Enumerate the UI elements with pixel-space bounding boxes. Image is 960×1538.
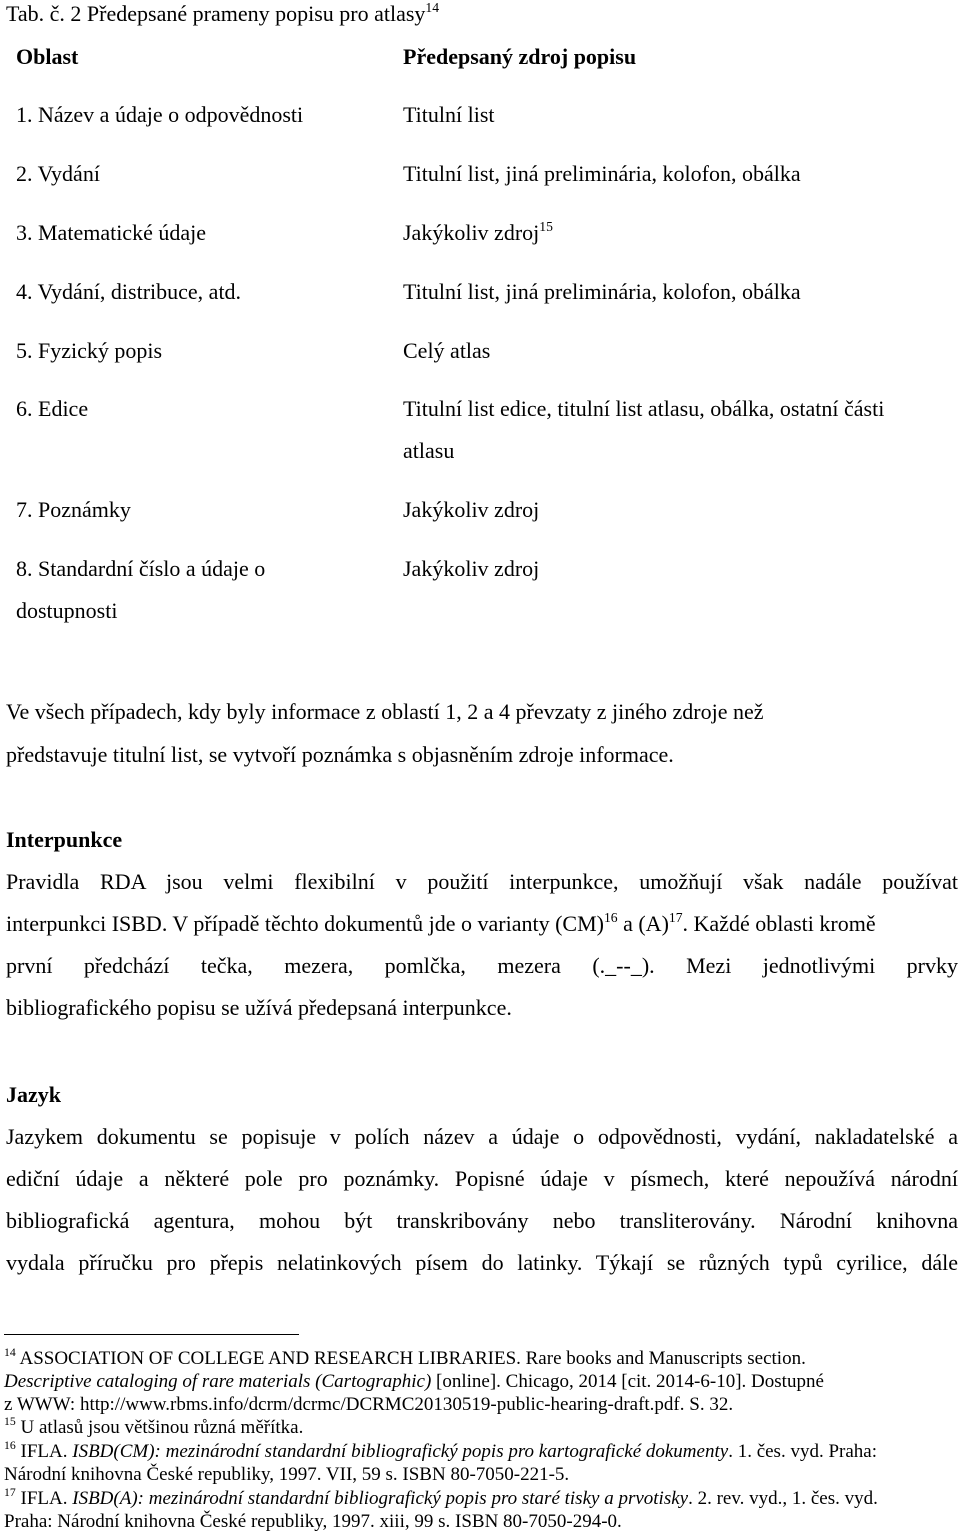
table-row-source: Celý atlas <box>403 338 491 363</box>
footnote-16-line2: Národní knihovna České republiky, 1997. VII, 59 s. ISBN 80-7050-221-5. <box>4 1464 570 1485</box>
table-row-area: 4. Vydání, distribuce, atd. <box>16 279 242 304</box>
paragraph-line: Ve všech případech, kdy byly informace z oblastí 1, 2 a 4 převzaty z jiného zdroje než <box>6 699 764 724</box>
table-header-area: Oblast <box>16 44 79 69</box>
footnote-title: ISBD(CM): mezinárodní standardní bibliografický popis pro kartografické dokumenty <box>72 1441 729 1462</box>
footnote-text: ASSOCIATION OF COLLEGE AND RESEARCH LIBRARIES. Rare books and Manuscripts section. <box>15 1348 806 1369</box>
paragraph-line: Jazykem dokumentu se popisuje v polích název a údaje o odpovědnosti, vydání, nakladatelské a <box>6 1124 958 1149</box>
caption-footnote-ref[interactable]: 14 <box>425 0 440 15</box>
footnote-14-line2 <box>4 1371 824 1393</box>
paragraph-line: představuje titulní list, se vytvoří poznámka s objasněním zdroje informace. <box>6 742 674 767</box>
paragraph-line: Pravidla RDA jsou velmi flexibilní v použití interpunkce, umožňují však nadále používat <box>6 869 958 894</box>
paragraph-line: první předchází tečka, mezera, pomlčka, mezera (._--_). Mezi jednotlivými prvky <box>6 953 958 978</box>
paragraph-text: interpunkci ISBD. V případě těchto dokumentů jde o varianty (CM) <box>6 911 604 936</box>
footnote-14-line3[interactable]: z WWW: http://www.rbms.info/dcrm/dcrmc/DCRMC20130519-public-hearing-draft.pdf. S. 32. <box>4 1394 734 1415</box>
footnote-15 <box>4 1417 303 1439</box>
paragraph-text: a (A) <box>617 911 669 936</box>
table-row-source: Titulní list, jiná preliminária, kolofon, obálka <box>403 161 801 186</box>
footnote-text: [online]. Chicago, 2014 [cit. 2014-6-10]. Dostupné <box>431 1371 824 1392</box>
table-header-source: Předepsaný zdroj popisu <box>403 44 637 69</box>
footnote-title: ISBD(A): mezinárodní standardní bibliografický popis pro staré tisky a prvotisky <box>72 1488 689 1509</box>
footnote-number: 17 <box>4 1486 16 1500</box>
table-row-source-cont: atlasu <box>403 438 455 463</box>
table-row-area: 7. Poznámky <box>16 497 131 522</box>
footnote-text: IFLA. <box>15 1488 73 1509</box>
table-caption-text: Tab. č. 2 Předepsané prameny popisu pro atlasy <box>6 1 426 26</box>
table-row-source: Titulní list, jiná preliminária, kolofon, obálka <box>403 279 801 304</box>
table-row-area: 3. Matematické údaje <box>16 220 206 245</box>
table-row-area: 8. Standardní číslo a údaje o <box>16 556 266 581</box>
paragraph-line-mixed <box>6 911 958 937</box>
paragraph-interpunkce <box>6 869 958 1021</box>
footnote-ref[interactable]: 16 <box>603 910 618 925</box>
table-caption <box>6 1 439 27</box>
paragraph-line: bibliografického popisu se užívá předepsaná interpunkce. <box>6 995 512 1020</box>
paragraph-jazyk <box>6 1124 958 1276</box>
footnote-14 <box>4 1348 806 1370</box>
paragraph-line: ediční údaje a některé pole pro poznámky. Popisné údaje v písmech, které nepoužívá národní <box>6 1166 958 1191</box>
table-row-area: 2. Vydání <box>16 161 100 186</box>
table-row-source: Jakýkoliv zdroj <box>403 497 540 522</box>
footnote-text: . 2. rev. vyd., 1. čes. vyd. <box>688 1488 878 1509</box>
footnote-text: IFLA. <box>15 1441 73 1462</box>
table-row-area: 6. Edice <box>16 396 89 421</box>
table-row-area: 1. Název a údaje o odpovědnosti <box>16 102 304 127</box>
footnote-separator <box>4 1334 299 1335</box>
row-footnote-ref[interactable]: 15 <box>539 219 553 234</box>
table-row-source: Jakýkoliv zdroj <box>403 220 540 245</box>
table-row-source-wrap <box>403 220 553 246</box>
section-heading-jazyk: Jazyk <box>6 1082 61 1107</box>
table-row-source: Jakýkoliv zdroj <box>403 556 540 581</box>
footnote-ref[interactable]: 17 <box>668 910 683 925</box>
footnote-17 <box>4 1488 878 1510</box>
paragraph-text: . Každé oblasti kromě <box>682 911 876 936</box>
footnote-title: Descriptive cataloging of rare materials (Cartographic) <box>4 1371 432 1392</box>
footnote-number: 16 <box>4 1439 16 1453</box>
section-heading-interpunkce: Interpunkce <box>6 827 123 852</box>
footnote-16 <box>4 1441 877 1463</box>
table-row-source: Titulní list edice, titulní list atlasu, obálka, ostatní části <box>403 396 885 421</box>
footnote-number: 15 <box>4 1415 16 1429</box>
table-row-area-cont: dostupnosti <box>16 598 118 623</box>
footnote-text: . 1. čes. vyd. Praha: <box>728 1441 877 1462</box>
footnote-number: 14 <box>4 1346 16 1360</box>
paragraph-line: vydala příručku pro přepis nelatinkových písem do latinky. Týkají se různých typů cyrilice, dále <box>6 1250 958 1275</box>
footnote-17-line2: Praha: Národní knihovna České republiky, 1997. xiii, 99 s. ISBN 80-7050-294-0. <box>4 1511 622 1532</box>
table-row-source: Titulní list <box>403 102 495 127</box>
table-row-area: 5. Fyzický popis <box>16 338 163 363</box>
footnote-text: U atlasů jsou většinou různá měřítka. <box>15 1417 304 1438</box>
paragraph-line: bibliografická agentura, mohou být transkribovány nebo transliterovány. Národní knihovna <box>6 1208 958 1233</box>
